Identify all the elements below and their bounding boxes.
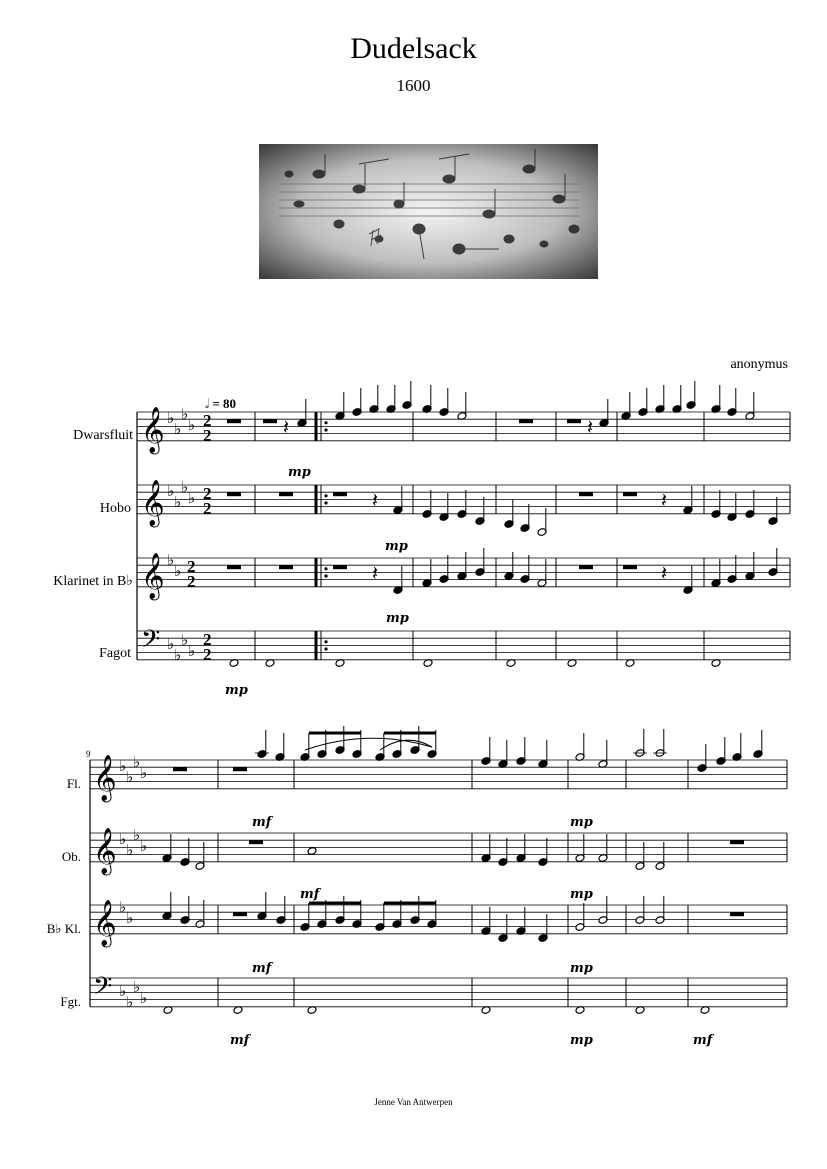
key-signature-accidental: ♭ — [167, 409, 175, 427]
rest — [279, 492, 293, 496]
instrument-abbr-flute: Fl. — [66, 776, 81, 791]
time-signature-numerator: 2 — [203, 411, 212, 430]
dynamic-mp: mp — [386, 611, 409, 626]
clef-bass: 𝄢 — [141, 625, 161, 660]
rest — [279, 565, 293, 569]
key-signature-accidental: ♭ — [133, 978, 141, 996]
key-signature-accidental: ♭ — [167, 551, 175, 569]
clef-bass: 𝄢 — [93, 972, 113, 1007]
key-signature-accidental: ♭ — [167, 635, 175, 653]
instrument-abbr-bassoon: Fgt. — [60, 994, 81, 1009]
dynamic-mp: mp — [570, 961, 593, 976]
key-signature-accidental: ♭ — [126, 909, 134, 927]
page-subtitle: 1600 — [396, 76, 431, 95]
key-signature-accidental: ♭ — [133, 753, 141, 771]
half-note-icon: 𝅗𝅥 — [205, 397, 210, 412]
key-signature-accidental: ♭ — [188, 642, 196, 660]
rest — [249, 840, 263, 844]
instrument-name-bassoon: Fagot — [99, 646, 131, 661]
composer: anonymus — [730, 357, 788, 372]
instrument-name-flute: Dwarsfluit — [73, 428, 133, 443]
dynamic-mf: mf — [252, 961, 272, 976]
clef-treble: 𝄞 — [93, 755, 117, 801]
key-signature-accidental: ♭ — [119, 757, 127, 775]
rest — [730, 912, 744, 916]
key-signature-accidental: ♭ — [126, 768, 134, 786]
time-signature-denominator: 2 — [203, 426, 212, 445]
key-signature-accidental: ♭ — [126, 993, 134, 1011]
rest — [579, 492, 593, 496]
dynamic-mp: mp — [570, 887, 593, 902]
key-signature-accidental: ♭ — [188, 416, 196, 434]
repeat-dot — [324, 494, 327, 497]
key-signature-accidental: ♭ — [181, 631, 189, 649]
key-signature-accidental: ♭ — [140, 837, 148, 855]
repeat-dot — [324, 647, 327, 650]
key-signature-accidental: ♭ — [126, 841, 134, 859]
dynamic-mp: mp — [225, 683, 248, 698]
dynamic-mp: mp — [385, 539, 408, 554]
page-title: Dudelsack — [350, 32, 477, 65]
rest — [233, 767, 247, 771]
rest: 𝄽 — [587, 415, 594, 439]
rest: 𝄽 — [372, 561, 379, 585]
dynamic-mf: mf — [300, 887, 320, 902]
key-signature-accidental: ♭ — [174, 493, 182, 511]
instrument-abbr-oboe: Ob. — [61, 849, 81, 864]
rest — [623, 565, 637, 569]
rest — [567, 419, 581, 423]
rest — [227, 565, 241, 569]
clef-treble: 𝄞 — [93, 900, 117, 946]
repeat-dot — [324, 501, 327, 504]
clef-treble: 𝄞 — [93, 828, 117, 874]
dynamic-mf: mf — [693, 1033, 713, 1048]
key-signature-accidental: ♭ — [174, 562, 182, 580]
key-signature-accidental: ♭ — [181, 405, 189, 423]
key-signature-accidental: ♭ — [140, 764, 148, 782]
time-signature-denominator: 2 — [203, 645, 212, 664]
key-signature-accidental: ♭ — [174, 646, 182, 664]
rest — [333, 565, 347, 569]
instrument-name-clarinet: Klarinet in B♭ — [53, 574, 133, 589]
time-signature-numerator: 2 — [203, 484, 212, 503]
dynamic-mf: mf — [230, 1033, 250, 1048]
rest: 𝄽 — [283, 415, 290, 439]
clef-treble: 𝄞 — [141, 407, 165, 453]
tempo-value: = 80 — [212, 396, 237, 411]
rest — [519, 419, 533, 423]
instrument-name-oboe: Hobo — [99, 501, 131, 516]
rest: 𝄽 — [372, 488, 379, 512]
instrument-abbr-clarinet: B♭ Kl. — [46, 921, 81, 936]
repeat-dot — [324, 428, 327, 431]
rest — [730, 840, 744, 844]
key-signature-accidental: ♭ — [133, 826, 141, 844]
rest — [173, 767, 187, 771]
clef-treble: 𝄞 — [141, 553, 165, 599]
time-signature-numerator: 2 — [203, 630, 212, 649]
dynamic-mp: mp — [570, 815, 593, 830]
clef-treble: 𝄞 — [141, 480, 165, 526]
repeat-dot — [324, 574, 327, 577]
key-signature-accidental: ♭ — [188, 489, 196, 507]
key-signature-accidental: ♭ — [140, 989, 148, 1007]
dynamic-mp: mp — [570, 1033, 593, 1048]
rest — [579, 565, 593, 569]
repeat-dot — [324, 567, 327, 570]
repeat-dot — [324, 640, 327, 643]
key-signature-accidental: ♭ — [174, 420, 182, 438]
key-signature-accidental: ♭ — [167, 482, 175, 500]
time-signature-numerator: 2 — [187, 557, 196, 576]
dynamic-mp: mp — [288, 465, 311, 480]
key-signature-accidental: ♭ — [119, 982, 127, 1000]
time-signature-denominator: 2 — [203, 499, 212, 518]
note-head — [307, 847, 317, 856]
rest — [227, 419, 241, 423]
time-signature-denominator: 2 — [187, 572, 196, 591]
key-signature-accidental: ♭ — [181, 478, 189, 496]
key-signature-accidental: ♭ — [119, 898, 127, 916]
measure-number: 9 — [86, 749, 91, 759]
repeat-dot — [324, 421, 327, 424]
rest — [623, 492, 637, 496]
rest — [263, 419, 277, 423]
dynamic-mf: mf — [252, 815, 272, 830]
rest — [227, 492, 241, 496]
rest — [333, 492, 347, 496]
rest: 𝄽 — [661, 488, 668, 512]
rest — [233, 912, 247, 916]
key-signature-accidental: ♭ — [119, 830, 127, 848]
footer-credit: Jenne Van Antwerpen — [374, 1097, 453, 1107]
rest: 𝄽 — [661, 561, 668, 585]
